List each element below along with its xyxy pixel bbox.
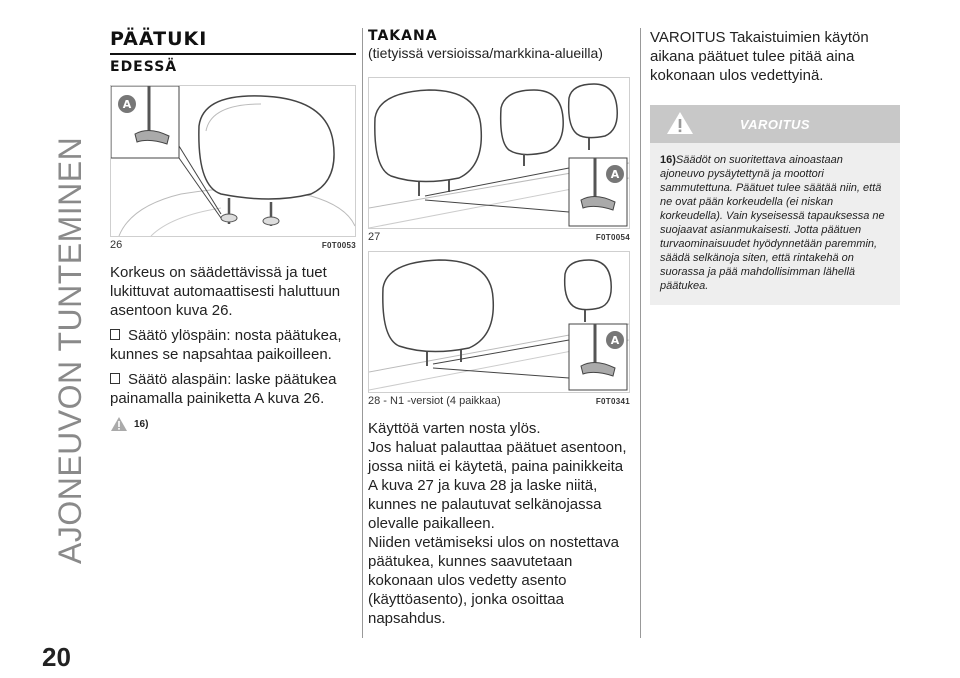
rear-headrests-n1-illustration [369,252,629,392]
column-divider [362,28,363,638]
figure-27-code: F0T0054 [595,233,630,242]
warning-box-header [650,105,900,143]
rear-text-2: Jos haluat palauttaa päätuet asentoon, jossa niitä ei käytetä, paina painikkeita A kuva 27 ja kuva 28 ja laske niitä, kunnes ne palautuvat selkänojassa olevalle paikalleen. [368,439,627,532]
rear-text-1: Käyttöä varten nosta ylös. [368,420,541,437]
warning-box [650,105,900,305]
rear-subtitle: TAKANA [368,28,438,44]
front-bullet-2 [110,370,356,408]
column-rear [368,28,630,628]
callout-a-label: A [610,168,620,181]
front-intro: Korkeus on säädettävissä ja tuet lukittuvat automaattisesti haluttuun asentoon kuva 26. [110,264,341,319]
figure-28-code: F0T0341 [595,397,630,406]
figure-27-number: 27 [368,231,381,243]
figure-26-caption [110,239,356,251]
warning-triangle-icon [110,416,128,432]
warning-box-number: 16) [660,154,676,166]
front-headrest-illustration [111,86,355,236]
figure-28 [368,251,630,393]
rear-subtitle-note: (tietyissä versioissa/markkina-alueilla) [368,45,603,61]
sidebar-title [48,24,92,564]
rear-seats-warning-text: VAROITUS Takaistuimien käytön aikana päätuet tulee pitää aina kokonaan ulos vedettyinä. [650,29,869,84]
figure-26-code: F0T0053 [321,241,356,250]
rear-headrests-illustration [369,78,629,228]
sidebar-title-text: AJONEUVON TUNTEMINEN [52,136,88,564]
callout-a-label: A [122,98,132,111]
front-bullet-1-text: Säätö ylöspäin: nosta päätukea, kunnes se napsahtaa paikoilleen. [110,327,342,363]
title-rule [110,53,356,55]
rear-text-3: Niiden vetämiseksi ulos on nostettava päätukea, kunnes saavutetaan kokonaan ulos vedetty asento (käyttöasento), jonka osoittaa napsahdus. [368,534,619,627]
warning-box-text: Säädöt on suoritettava ainoastaan ajoneuvo pysäytettynä ja moottori sammutettuna. Päätuet tulee säätää niin, että ne ovat pään korkeudella (ei niskan korkeudella). Vain kyseisessä tapauksessa ne suojaavat asianmukaisesti. Jotta päätuen turvaominaisuudet hyödynnetään paremmin, säädä selkänoja siten, että rintakehä on suorassa ja pää mahdollisimman lähellä päätukea. [660,154,885,292]
warning-box-title: VAROITUS [739,117,811,132]
front-bullet-1 [110,326,356,364]
bullet-icon [110,373,120,384]
figure-28-caption [368,395,630,407]
column-front [110,28,356,432]
front-bullet-2-text: Säätö alaspäin: laske päätukea painamalla painiketta A kuva 26. [110,371,337,407]
bullet-icon [110,329,120,340]
figure-26 [110,85,356,237]
warning-reference-number: 16) [134,418,149,430]
warning-box-body [650,143,900,305]
column-divider [640,28,641,638]
column-warning [650,28,900,305]
page-number: 20 [42,642,71,672]
figure-27 [368,77,630,229]
section-title: PÄÄTUKI [110,28,208,50]
front-subtitle: EDESSÄ [110,59,178,75]
warning-reference [110,416,356,432]
figure-26-number: 26 [110,239,123,251]
callout-a-label: A [610,334,620,347]
figure-28-number: 28 - N1 -versiot (4 paikkaa) [368,395,501,407]
figure-27-caption [368,231,630,243]
